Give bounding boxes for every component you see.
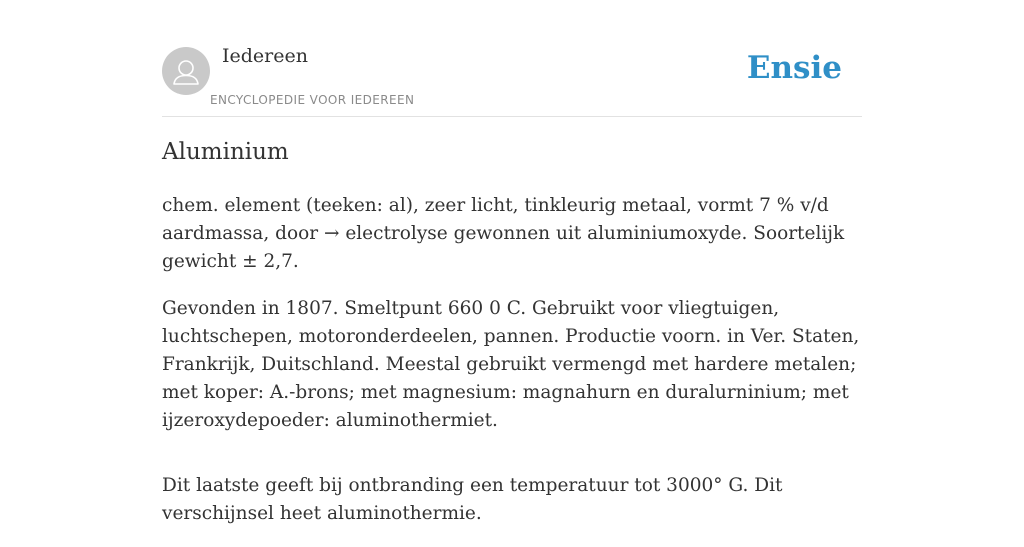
- brand-logo[interactable]: Ensie: [746, 50, 842, 86]
- entry-paragraph: Gevonden in 1807. Smeltpunt 660 0 C. Gebruikt voor vliegtuigen, luchtschepen, motoronderdeelen, pannen. Productie voorn. in Ver. Staten, Frankrijk, Duitschland. Meestal gebruikt vermengd met hardere metalen; met koper: A.-brons; met magnesium: magnahurn en duralurninium; met ijzeroxydepoeder: aluminothermiet.: [162, 298, 860, 431]
- entry-body: [162, 192, 862, 547]
- entry-paragraph: chem. element (teeken: al), zeer licht, tinkleurig metaal, vormt 7 % v/d aardmassa, door → electrolyse gewonnen uit aluminiumoxyde. Soortelijk gewicht ± 2,7.: [162, 195, 845, 272]
- header: [162, 0, 862, 117]
- page: [162, 0, 862, 524]
- entry-title: Aluminium: [162, 139, 289, 165]
- author-name[interactable]: Iedereen: [222, 45, 308, 67]
- avatar[interactable]: [162, 47, 210, 95]
- author-subtitle: ENCYCLOPEDIE VOOR IEDEREEN: [210, 93, 415, 107]
- user-icon: [162, 47, 210, 95]
- entry-paragraph: Dit laatste geeft bij ontbranding een temperatuur tot 3000° G. Dit verschijnsel heet aluminothermie.: [162, 475, 783, 524]
